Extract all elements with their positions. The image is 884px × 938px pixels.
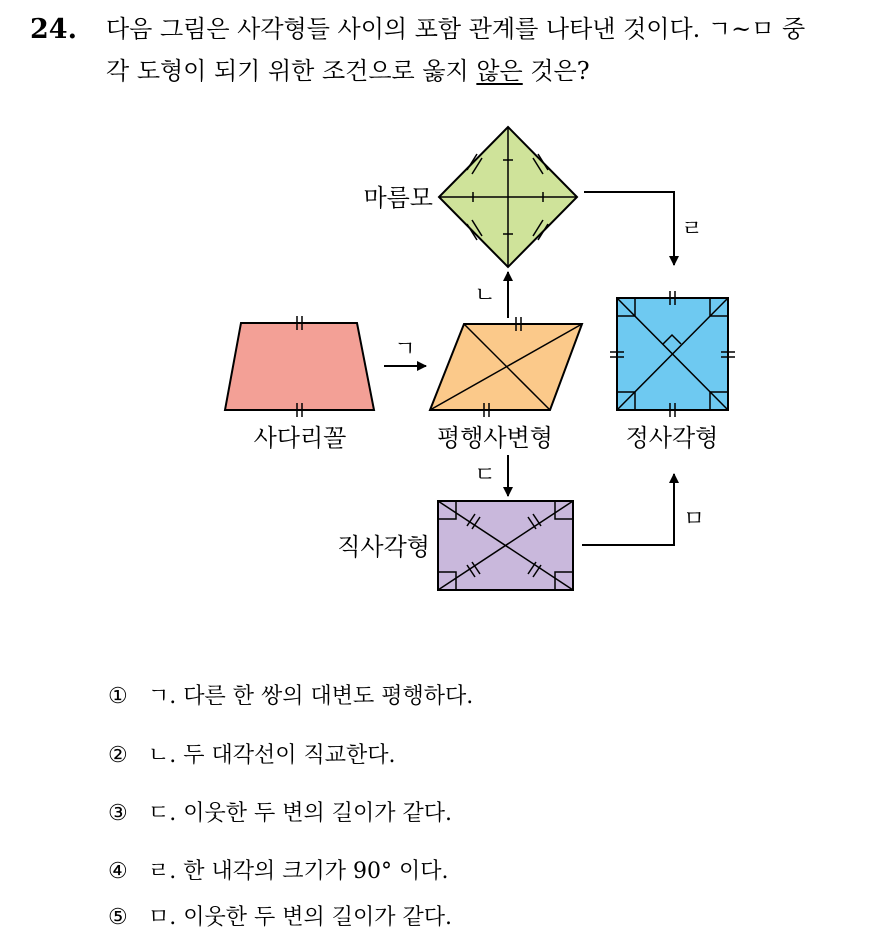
choice-number: ② bbox=[108, 743, 128, 768]
arrow-d bbox=[584, 192, 674, 265]
question-number: 24. bbox=[30, 14, 77, 45]
trapezoid-label: 사다리꼴 bbox=[253, 424, 347, 452]
trapezoid-body bbox=[225, 323, 374, 410]
square-shape bbox=[610, 291, 735, 417]
choice-text: ㄹ. 한 내각의 크기가 90° 이다. bbox=[148, 859, 449, 884]
choice-4[interactable] bbox=[108, 857, 448, 887]
arrow-a-label: ㄱ bbox=[394, 337, 416, 362]
arrow-d-label: ㄹ bbox=[681, 217, 703, 242]
choice-3[interactable] bbox=[108, 799, 452, 829]
rhombus-label: 마름모 bbox=[363, 184, 433, 212]
choice-text: ㄱ. 다른 한 쌍의 대변도 평행하다. bbox=[148, 684, 474, 709]
choice-number: ④ bbox=[108, 859, 128, 884]
choice-number: ① bbox=[108, 684, 128, 709]
trapezoid-shape bbox=[225, 316, 374, 417]
choice-text: ㄷ. 이웃한 두 변의 길이가 같다. bbox=[148, 801, 452, 826]
choice-5[interactable] bbox=[108, 903, 452, 933]
rectangle-label: 직사각형 bbox=[337, 533, 430, 561]
choice-2[interactable] bbox=[108, 741, 396, 771]
question-text-part: 것은? bbox=[522, 57, 590, 85]
choice-number: ⑤ bbox=[108, 905, 128, 930]
choice-number: ③ bbox=[108, 801, 128, 826]
arrow-e-label: ㅁ bbox=[683, 507, 705, 532]
rhombus-shape bbox=[439, 127, 577, 267]
choice-text: ㅁ. 이웃한 두 변의 길이가 같다. bbox=[148, 905, 452, 930]
choice-text: ㄴ. 두 대각선이 직교한다. bbox=[148, 743, 396, 768]
parallelogram-shape bbox=[430, 317, 582, 417]
square-label: 정사각형 bbox=[625, 424, 719, 452]
choice-1[interactable] bbox=[108, 682, 473, 712]
rectangle-shape bbox=[438, 501, 573, 590]
arrow-e bbox=[582, 474, 674, 545]
question-text: 다음 그림은 사각형들 사이의 포함 관계를 나타낸 것이다. ㄱ~ㅁ 중 bbox=[106, 15, 806, 43]
arrow-b-label: ㄴ bbox=[474, 283, 496, 308]
question-text-part: 각 도형이 되기 위한 조건으로 옳지 bbox=[106, 57, 477, 85]
arrow-c-label: ㄷ bbox=[474, 463, 496, 488]
underlined-word: 않은 bbox=[476, 57, 523, 85]
parallelogram-label: 평행사변형 bbox=[437, 424, 553, 452]
